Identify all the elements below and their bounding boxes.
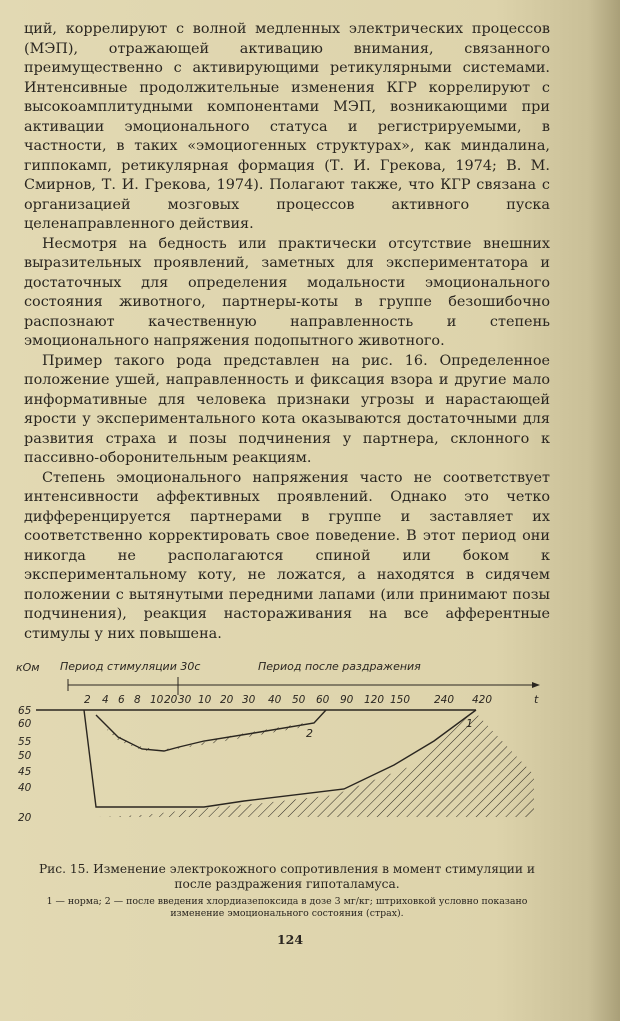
paragraph: Пример такого рода представлен на рис. 16. Определенное положение ушей, направленность и фиксация взора и другие мало информативные для человека признаки угрозы и нарастающей ярости у экспериментального кота оказываются достаточными для развития страха и позы подчинения у партнера, склонного к пассивно-оборонительным реакциям. — [24, 352, 550, 466]
fear-area-curve-2 — [104, 711, 324, 751]
x-tick-label: 420 — [472, 694, 493, 706]
skin-resistance-chart — [14, 655, 554, 855]
t-axis-label: t — [534, 693, 539, 706]
x-tick-label: 10 — [198, 694, 212, 706]
x-tick-label: 240 — [434, 694, 455, 706]
curve-2-label: 2 — [306, 727, 313, 740]
period-after-label: Период после раздражения — [258, 660, 421, 673]
x-axis-ticks — [84, 694, 492, 706]
y-tick-label: 55 — [18, 736, 32, 748]
x-tick-label: 4 — [102, 694, 109, 706]
curve-1-label: 1 — [466, 717, 473, 730]
y-tick-label: 65 — [18, 705, 32, 717]
x-tick-label: 6 — [118, 694, 125, 706]
y-tick-label: 20 — [18, 812, 32, 824]
time-arrow-head — [532, 682, 540, 688]
figure-15 — [14, 655, 554, 855]
x-tick-label: 60 — [316, 694, 330, 706]
x-tick-label: 40 — [268, 694, 282, 706]
x-tick-label: 30 — [178, 694, 192, 706]
y-tick-label: 40 — [18, 782, 32, 794]
x-tick-label: 30 — [242, 694, 256, 706]
paragraph: Степень эмоционального напряжения часто не соответствует интенсивности аффективных проявлений. Однако это четко дифференцируется партнерами в группе и заставляет их соответственно корректировать свое поведение. В этот период они никогда не располагаются спиной или боком к экспериментальному коту, не ложатся, а находятся в сидячем положении с вытянутыми передними лапами (или принимают позы подчинения), реакция настораживания на все афферентные стимулы у них повышена. — [24, 469, 550, 642]
page-number: 124 — [276, 932, 304, 947]
x-tick-label: 10 — [150, 694, 164, 706]
x-tick-label: 20 — [220, 694, 234, 706]
x-tick-label: 150 — [390, 694, 411, 706]
figure-caption: Рис. 15. Изменение электрокожного сопротивления в момент стимуляции и после раздражения гипоталамуса. — [38, 862, 536, 891]
paragraph: Несмотря на бедность или практически отсутствие внешних выразительных проявлений, заметных для экспериментатора и достаточных для определения модальности эмоционального состояния животного, партнеры-коты в группе безошибочно распознают качественную направленность и степень эмоционального напряжения подопытного животного. — [24, 235, 550, 349]
body-text — [24, 20, 550, 644]
x-tick-label: 50 — [292, 694, 306, 706]
x-tick-label: 90 — [340, 694, 354, 706]
x-tick-label: 8 — [134, 694, 141, 706]
y-tick-label: 50 — [18, 750, 32, 762]
period-stim-label: Период стимуляции 30с — [60, 660, 201, 673]
x-tick-label: 20 — [164, 694, 178, 706]
y-unit-label: кОм — [16, 661, 40, 674]
x-tick-label: 2 — [84, 694, 91, 706]
paragraph: ций, коррелируют с волной медленных электрических процессов (МЭП), отражающей активацию внимания, связанного преимущественно с активирующими ретикулярными системами. Интенсивные продолжительные изменения КГР коррелируют с высокоамплитудными компонентами МЭП, возникающими при активации эмоционального статуса и регистрируемыми, в частности, в таких «эмоциогенных структурах», как миндалина, гиппокамп, ретикулярная формация (Т. И. Грекова, 1974; В. М. Смирнов, Т. И. Грекова, 1974). Полагают также, что КГР связана с организацией мозговых процессов активного пуска целенаправленного действия. — [24, 21, 550, 232]
figure-legend: 1 — норма; 2 — после введения хлордиазепоксида в дозе 3 мг/кг; штриховкой условно показано изменение эмоционального состояния (страх). — [46, 896, 528, 919]
y-tick-label: 45 — [18, 766, 32, 778]
y-axis-ticks — [18, 705, 32, 824]
x-tick-label: 120 — [364, 694, 385, 706]
y-tick-label: 60 — [18, 718, 32, 730]
